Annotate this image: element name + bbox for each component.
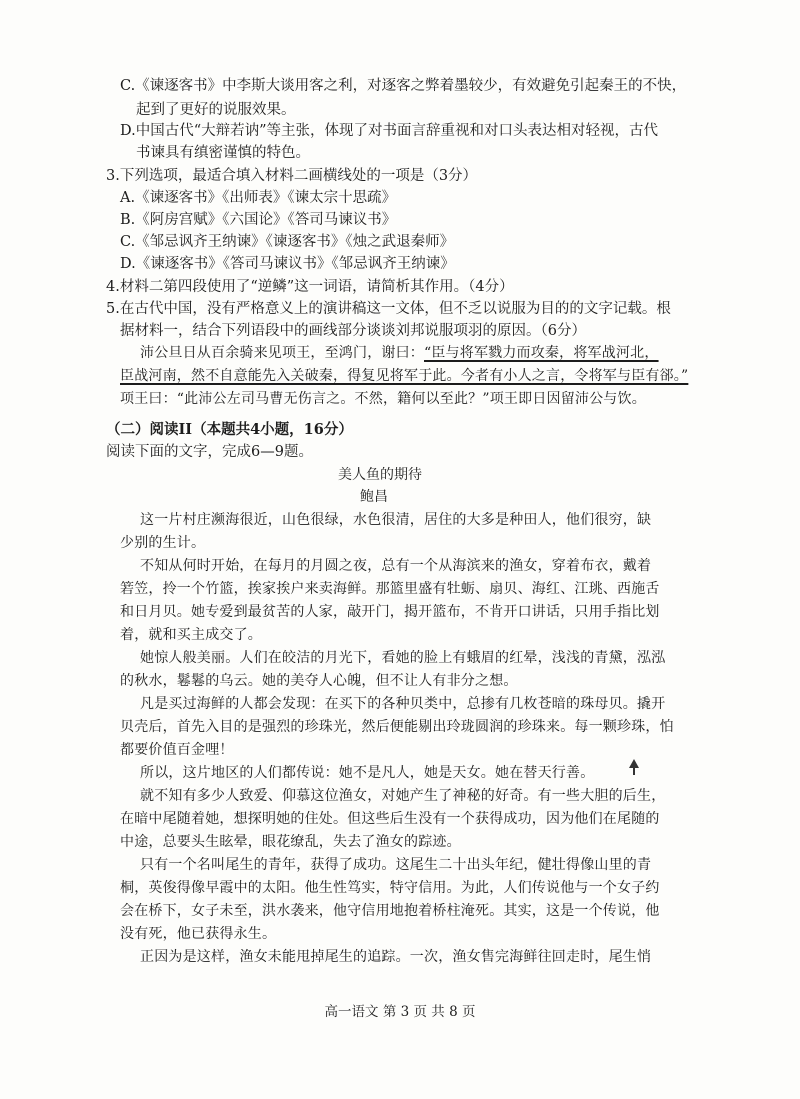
section-2-heading: （二）阅读II（本题共4小题，16分） (106, 421, 353, 438)
q3-option-b: B.《阿房宫赋》《六国论》《答司马谏议书》 (120, 212, 397, 228)
q2-option-d-line1: D.中国古代“大辩若讷”等主张，体现了对书面言辞重视和对口头表达相对轻视，古代 (120, 123, 659, 139)
q4-stem: 4.材料二第四段使用了“逆鳞”这一词语，请简析其作用。（4分） (106, 279, 514, 295)
q3-option-c: C.《邹忌讽齐王纳谏》《谏逐客书》《烛之武退秦师》 (120, 234, 455, 250)
story-p7-line1: 只有一个名叫尾生的青年，获得了成功。这尾生二十出头年纪，健壮得像山里的青 (140, 857, 652, 873)
q2-option-c-line2: 起到了更好的说服效果。 (136, 102, 296, 118)
q5-quote-underlined-2: 臣战河南，然不自意能先入关破秦，得复见将军于此。今者有小人之言，令将军与臣有郤。” (120, 368, 689, 384)
story-p2-line4: 着，就和买主成交了。 (120, 627, 262, 643)
story-p4-line3: 都要价值百金哩！ (120, 742, 234, 758)
story-p7-line4: 没有死，他已获得永生。 (120, 926, 277, 942)
q5-quote-underlined-1: “臣与将军戮力而攻秦，将军战河北， (424, 345, 659, 361)
story-p6-line3: 中途，总要头生眩晕，眼花缭乱，失去了渔女的踪迹。 (120, 834, 461, 850)
story-p2-line1: 不知从何时开始，在每月的月圆之夜，总有一个从海滨来的渔女，穿着布衣，戴着 (140, 558, 652, 574)
story-p4-line2: 贝壳后，首先入目的是强烈的珍珠光，然后便能剔出玲珑圆润的珍珠来。每一颗珍珠，怕 (120, 719, 674, 735)
story-p1-line1: 这一片村庄濒海很近，山色很绿，水色很清，居住的大多是种田人，他们很穷，缺 (140, 512, 652, 528)
story-p6-line1: 就不知有多少人致爱、仰慕这位渔女，对她产生了神秘的好奇。有一些大胆的后生， (140, 788, 666, 804)
q2-option-d-line2: 书谏具有缜密谨慎的特色。 (136, 145, 310, 161)
pen-nib-icon (627, 758, 641, 776)
q5-quote-line1 (140, 343, 659, 363)
q3-stem: 3.下列选项，最适合填入材料二画横线处的一项是（3分） (106, 168, 478, 184)
story-author: 鲍昌 (360, 489, 388, 505)
story-p5-line1: 所以，这片地区的人们都传说：她不是凡人，她是天女。她在替天行善。 (140, 765, 595, 781)
q5-stem-line2: 据材料一，结合下列语段中的画线部分谈谈刘邦说服项羽的原因。（6分） (120, 323, 586, 339)
page-footer: 高一语文 第 3 页 共 8 页 (324, 1004, 476, 1020)
story-p1-line2: 少别的生计。 (120, 535, 206, 551)
story-p8-line1: 正因为是这样，渔女未能甩掉尾生的追踪。一次，渔女售完海鲜往回走时，尾生悄 (140, 949, 652, 965)
story-title: 美人鱼的期待 (338, 467, 422, 483)
q5-quote-plain: 沛公旦日从百余骑来见项王，至鸿门，谢曰： (140, 345, 424, 361)
story-p7-line3: 会在桥下，女子未至，洪水袭来，他守信用地抱着桥柱淹死。其实，这是一个传说，他 (120, 903, 660, 919)
q3-option-d: D.《谏逐客书》《答司马谏议书》《邹忌讽齐王纳谏》 (120, 256, 455, 272)
story-p4-line1: 凡是买过海鲜的人都会发现：在买下的各种贝类中，总掺有几枚苍暗的珠母贝。撬开 (140, 696, 666, 712)
story-p6-line2: 在暗中尾随着她，想探明她的住处。但这些后生没有一个获得成功，因为他们在尾随的 (120, 811, 660, 827)
q3-option-a: A.《谏逐客书》《出师表》《谏太宗十思疏》 (120, 190, 397, 206)
q5-stem-line1: 5.在古代中国，没有严格意义上的演讲稿这一文体，但不乏以说服为目的的文字记载。根 (106, 301, 671, 317)
q2-option-c-line1: C.《谏逐客书》中李斯大谈用客之利，对逐客之弊着墨较少，有效避免引起秦王的不快， (120, 78, 687, 94)
section-2-instruction: 阅读下面的文字，完成6—9题。 (106, 444, 313, 460)
story-p2-line3: 和日月贝。她专爱到最贫苦的人家，敲开门，揭开篮布，不肯开口讲话，只用手指比划 (120, 604, 660, 620)
q5-quote-line3: 项王曰：“此沛公左司马曹无伤言之。不然，籍何以至此？”项王即日因留沛公与饮。 (120, 391, 646, 407)
story-p3-line2: 的秋水，鬈鬈的乌云。她的美夺人心魄，但不让人有非分之想。 (120, 673, 518, 689)
story-p3-line1: 她惊人般美丽。人们在皎洁的月光下，看她的脸上有蛾眉的红晕，浅浅的青黛，泓泓 (140, 650, 666, 666)
story-p2-line2: 箬笠，拎一个竹篮，挨家挨户来卖海鲜。那篮里盛有牡蛎、扇贝、海红、江珧、西施舌 (120, 581, 660, 597)
story-p7-line2: 桐，英俊得像早霞中的太阳。他生性笃实，特守信用。为此，人们传说他与一个女子约 (120, 880, 660, 896)
